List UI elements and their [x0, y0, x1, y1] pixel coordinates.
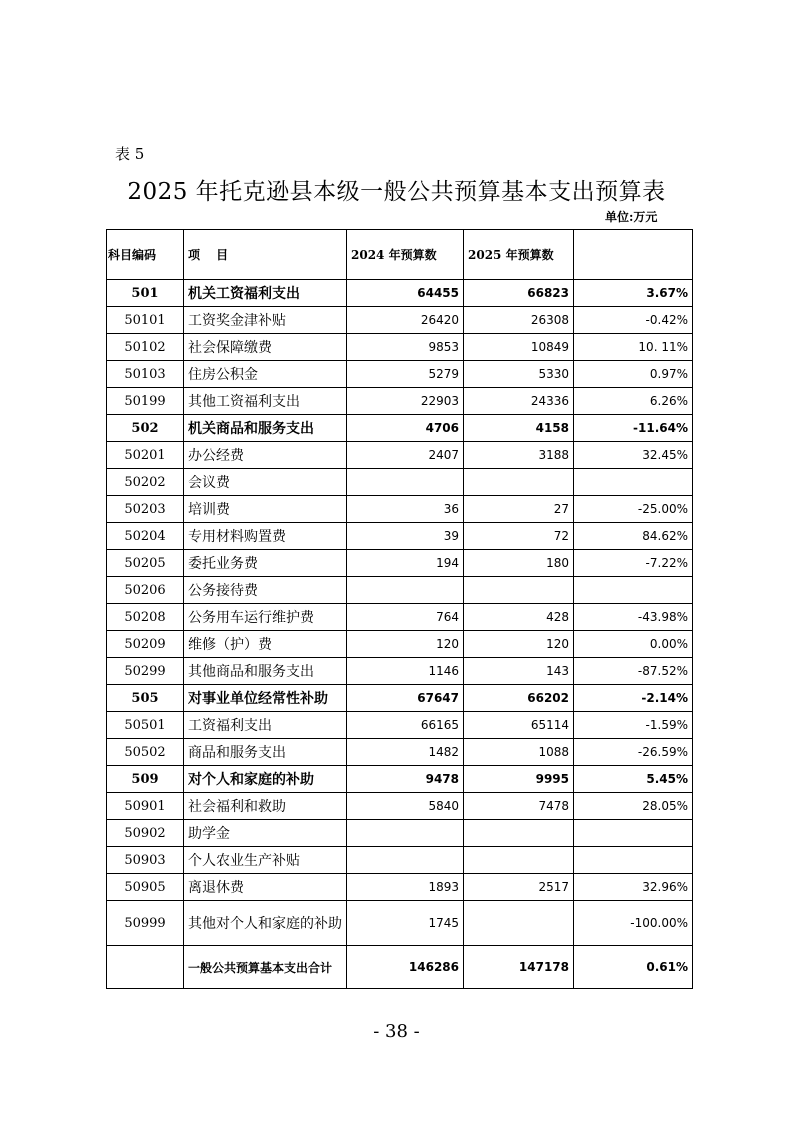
- budget-2025-cell: 10849: [464, 334, 574, 361]
- table-row: [107, 496, 693, 523]
- budget-2024-cell: 1745: [347, 901, 464, 946]
- header-item: 项 目: [184, 230, 347, 280]
- budget-2025-cell: 180: [464, 550, 574, 577]
- name-cell: 社会保障缴费: [184, 334, 347, 361]
- name-cell: 专用材料购置费: [184, 523, 347, 550]
- budget-2024-cell: 4706: [347, 415, 464, 442]
- table-row: [107, 901, 693, 946]
- code-cell: 50501: [107, 712, 184, 739]
- table-row: [107, 604, 693, 631]
- budget-2024-cell: 1146: [347, 658, 464, 685]
- budget-2024-cell: 39: [347, 523, 464, 550]
- table-row: [107, 334, 693, 361]
- name-cell: 工资奖金津补贴: [184, 307, 347, 334]
- change-cell: 0.97%: [574, 361, 693, 388]
- name-cell: 住房公积金: [184, 361, 347, 388]
- change-cell: -43.98%: [574, 604, 693, 631]
- name-cell: 工资福利支出: [184, 712, 347, 739]
- name-cell: 公务用车运行维护费: [184, 604, 347, 631]
- budget-2025-cell: 72: [464, 523, 574, 550]
- budget-2024-cell: 66165: [347, 712, 464, 739]
- budget-2025-cell: [464, 847, 574, 874]
- change-cell: -87.52%: [574, 658, 693, 685]
- table-row: [107, 658, 693, 685]
- name-cell: 机关商品和服务支出: [184, 415, 347, 442]
- change-cell: -100.00%: [574, 901, 693, 946]
- budget-2024-cell: [347, 820, 464, 847]
- code-cell: 50902: [107, 820, 184, 847]
- header-change: [574, 230, 693, 280]
- change-cell: 0.00%: [574, 631, 693, 658]
- category-row: [107, 415, 693, 442]
- budget-2025-cell: 147178: [464, 946, 574, 989]
- header-2025: 2025 年预算数: [464, 230, 574, 280]
- budget-2024-cell: [347, 847, 464, 874]
- name-cell: 公务接待费: [184, 577, 347, 604]
- change-cell: 5.45%: [574, 766, 693, 793]
- budget-2025-cell: 26308: [464, 307, 574, 334]
- name-cell: 商品和服务支出: [184, 739, 347, 766]
- table-row: [107, 523, 693, 550]
- change-cell: 3.67%: [574, 280, 693, 307]
- budget-2025-cell: 5330: [464, 361, 574, 388]
- table-row: [107, 469, 693, 496]
- budget-2025-cell: 27: [464, 496, 574, 523]
- name-cell: 其他对个人和家庭的补助: [184, 901, 347, 946]
- code-cell: 50203: [107, 496, 184, 523]
- budget-2024-cell: 9478: [347, 766, 464, 793]
- category-row: [107, 766, 693, 793]
- header-2024: 2024 年预算数: [347, 230, 464, 280]
- name-cell: 对个人和家庭的补助: [184, 766, 347, 793]
- budget-2025-cell: 120: [464, 631, 574, 658]
- name-cell: 一般公共预算基本支出合计: [184, 946, 347, 989]
- code-cell: 50102: [107, 334, 184, 361]
- budget-2025-cell: 7478: [464, 793, 574, 820]
- change-cell: -26.59%: [574, 739, 693, 766]
- budget-2025-cell: 2517: [464, 874, 574, 901]
- table-row: [107, 442, 693, 469]
- budget-2024-cell: 26420: [347, 307, 464, 334]
- code-cell: 50999: [107, 901, 184, 946]
- change-cell: 0.61%: [574, 946, 693, 989]
- table-row: [107, 361, 693, 388]
- code-cell: 50204: [107, 523, 184, 550]
- budget-2025-cell: 428: [464, 604, 574, 631]
- name-cell: 机关工资福利支出: [184, 280, 347, 307]
- table-row: [107, 577, 693, 604]
- budget-2025-cell: [464, 901, 574, 946]
- category-row: [107, 685, 693, 712]
- table-header-row: [107, 230, 693, 280]
- change-cell: [574, 469, 693, 496]
- budget-2024-cell: 64455: [347, 280, 464, 307]
- name-cell: 个人农业生产补贴: [184, 847, 347, 874]
- table-row: [107, 550, 693, 577]
- code-cell: 50209: [107, 631, 184, 658]
- code-cell: 50208: [107, 604, 184, 631]
- name-cell: 委托业务费: [184, 550, 347, 577]
- name-cell: 培训费: [184, 496, 347, 523]
- code-cell: 50202: [107, 469, 184, 496]
- change-cell: 32.45%: [574, 442, 693, 469]
- table-row: [107, 874, 693, 901]
- budget-2025-cell: [464, 577, 574, 604]
- category-row: [107, 280, 693, 307]
- change-cell: -2.14%: [574, 685, 693, 712]
- budget-2024-cell: 2407: [347, 442, 464, 469]
- table-row: [107, 388, 693, 415]
- budget-2025-cell: 66202: [464, 685, 574, 712]
- budget-table: [106, 229, 693, 989]
- header-code: 科目编码: [107, 230, 184, 280]
- budget-2024-cell: 1893: [347, 874, 464, 901]
- budget-2025-cell: 66823: [464, 280, 574, 307]
- budget-2024-cell: 1482: [347, 739, 464, 766]
- name-cell: 助学金: [184, 820, 347, 847]
- code-cell: 50206: [107, 577, 184, 604]
- budget-2024-cell: 764: [347, 604, 464, 631]
- code-cell: 50901: [107, 793, 184, 820]
- budget-2025-cell: 65114: [464, 712, 574, 739]
- change-cell: -11.64%: [574, 415, 693, 442]
- budget-2024-cell: 67647: [347, 685, 464, 712]
- code-cell: 50905: [107, 874, 184, 901]
- table-row: [107, 820, 693, 847]
- budget-2025-cell: 4158: [464, 415, 574, 442]
- budget-2025-cell: [464, 469, 574, 496]
- change-cell: -0.42%: [574, 307, 693, 334]
- table-row: [107, 712, 693, 739]
- document-title: 2025 年托克逊县本级一般公共预算基本支出预算表: [127, 179, 666, 205]
- code-cell: 50199: [107, 388, 184, 415]
- code-cell: 509: [107, 766, 184, 793]
- page-number: - 38 -: [373, 1021, 420, 1042]
- code-cell: 50201: [107, 442, 184, 469]
- budget-2025-cell: 143: [464, 658, 574, 685]
- table-row: [107, 307, 693, 334]
- budget-2025-cell: [464, 820, 574, 847]
- code-cell: [107, 946, 184, 989]
- budget-2024-cell: 194: [347, 550, 464, 577]
- code-cell: 502: [107, 415, 184, 442]
- budget-2025-cell: 9995: [464, 766, 574, 793]
- change-cell: 10. 11%: [574, 334, 693, 361]
- change-cell: 84.62%: [574, 523, 693, 550]
- unit-label: 单位:万元: [605, 210, 658, 224]
- budget-2024-cell: 146286: [347, 946, 464, 989]
- name-cell: 离退休费: [184, 874, 347, 901]
- budget-2024-cell: 5840: [347, 793, 464, 820]
- name-cell: 办公经费: [184, 442, 347, 469]
- code-cell: 50502: [107, 739, 184, 766]
- budget-2024-cell: 9853: [347, 334, 464, 361]
- budget-2024-cell: 120: [347, 631, 464, 658]
- name-cell: 维修（护）费: [184, 631, 347, 658]
- change-cell: 32.96%: [574, 874, 693, 901]
- name-cell: 对事业单位经常性补助: [184, 685, 347, 712]
- code-cell: 50103: [107, 361, 184, 388]
- table-row: [107, 631, 693, 658]
- budget-2025-cell: 3188: [464, 442, 574, 469]
- table-row: [107, 793, 693, 820]
- budget-2025-cell: 1088: [464, 739, 574, 766]
- budget-2024-cell: 36: [347, 496, 464, 523]
- code-cell: 50903: [107, 847, 184, 874]
- code-cell: 50299: [107, 658, 184, 685]
- change-cell: [574, 577, 693, 604]
- code-cell: 505: [107, 685, 184, 712]
- change-cell: 28.05%: [574, 793, 693, 820]
- code-cell: 50101: [107, 307, 184, 334]
- code-cell: 501: [107, 280, 184, 307]
- name-cell: 会议费: [184, 469, 347, 496]
- change-cell: -25.00%: [574, 496, 693, 523]
- change-cell: -7.22%: [574, 550, 693, 577]
- table-row: [107, 847, 693, 874]
- budget-2024-cell: [347, 577, 464, 604]
- budget-2025-cell: 24336: [464, 388, 574, 415]
- code-cell: 50205: [107, 550, 184, 577]
- budget-2024-cell: 5279: [347, 361, 464, 388]
- table-label: 表 5: [115, 145, 145, 163]
- change-cell: -1.59%: [574, 712, 693, 739]
- name-cell: 其他商品和服务支出: [184, 658, 347, 685]
- budget-2024-cell: [347, 469, 464, 496]
- change-cell: 6.26%: [574, 388, 693, 415]
- name-cell: 其他工资福利支出: [184, 388, 347, 415]
- table-row: [107, 739, 693, 766]
- budget-2024-cell: 22903: [347, 388, 464, 415]
- total-row: [107, 946, 693, 989]
- name-cell: 社会福利和救助: [184, 793, 347, 820]
- change-cell: [574, 847, 693, 874]
- change-cell: [574, 820, 693, 847]
